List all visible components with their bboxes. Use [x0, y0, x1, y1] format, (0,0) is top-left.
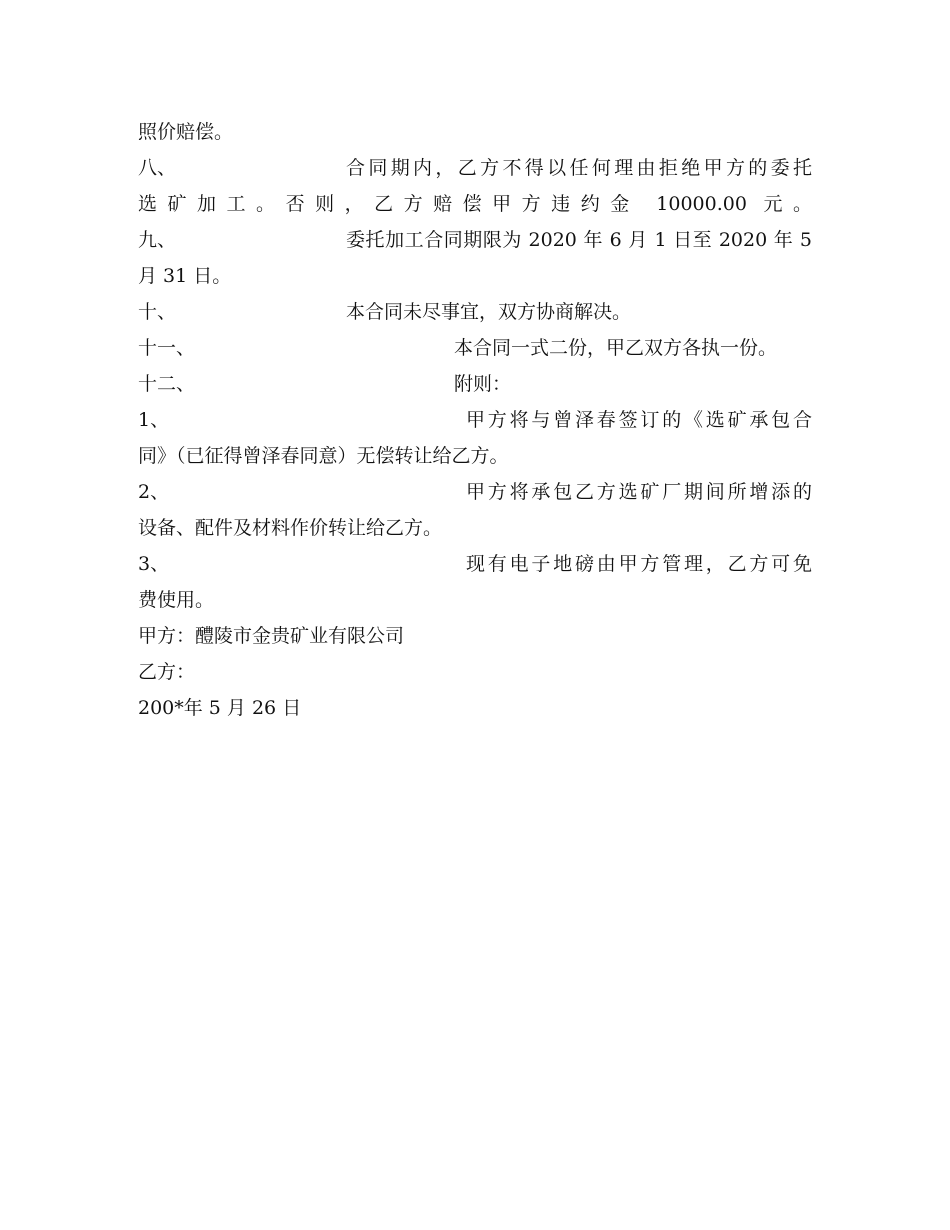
clause-12-text: 附则： — [454, 373, 512, 395]
sub-clause-3-text: 现有电子地磅由甲方管理，乙方可免 — [466, 553, 812, 575]
sub-clause-3-line-1 — [138, 546, 812, 582]
sub-clause-1-text-continued: 同》（已征得曾泽春同意）无偿转让给乙方。 — [138, 445, 509, 467]
clause-10-number: 十、 — [138, 301, 177, 323]
clause-11-number: 十一、 — [138, 337, 196, 359]
clause-9-line-1 — [138, 222, 812, 258]
clause-9-text-continued: 月 31 日。 — [138, 265, 232, 287]
sub-clause-2-line-1 — [138, 474, 812, 510]
sub-clause-2-text: 甲方将承包乙方选矿厂期间所增添的 — [466, 481, 812, 503]
clause-12-line — [138, 366, 812, 402]
clause-8-text: 合同期内，乙方不得以任何理由拒绝甲方的委托 — [346, 157, 812, 179]
sub-clause-3-text-continued: 费使用。 — [138, 589, 215, 611]
party-b: 乙方： — [138, 661, 196, 683]
clause-8-line-1 — [138, 150, 812, 186]
date-line — [138, 690, 812, 726]
party-b-line — [138, 654, 812, 690]
clause-8-line-2 — [138, 186, 812, 222]
clause-10-text: 本合同未尽事宜，双方协商解决。 — [346, 301, 632, 323]
sub-clause-3-line-2 — [138, 582, 812, 618]
clause-9-line-2 — [138, 258, 812, 294]
clause-9-number: 九、 — [138, 229, 177, 251]
sub-clause-1-text: 甲方将与曾泽春签订的《选矿承包合 — [466, 409, 812, 431]
previous-item-tail: 照价赔偿。 — [138, 121, 234, 143]
clause-11-line — [138, 330, 812, 366]
sub-clause-3-number: 3、 — [138, 553, 170, 575]
sub-clause-1-line-2 — [138, 438, 812, 474]
document-page — [138, 114, 812, 726]
sub-clause-2-line-2 — [138, 510, 812, 546]
clause-8-text-continued: 选矿加工。否则，乙方赔偿甲方违约金 10000.00 元。 — [138, 193, 812, 215]
sub-clause-1-line-1 — [138, 402, 812, 438]
clause-10-line — [138, 294, 812, 330]
clause-8-number: 八、 — [138, 157, 177, 179]
signing-date: 200*年 5 月 26 日 — [138, 697, 302, 719]
sub-clause-2-text-continued: 设备、配件及材料作价转让给乙方。 — [138, 517, 443, 539]
party-a-line — [138, 618, 812, 654]
sub-clause-1-number: 1、 — [138, 409, 170, 431]
paragraph-line — [138, 114, 812, 150]
clause-9-text: 委托加工合同期限为 2020 年 6 月 1 日至 2020 年 5 — [346, 229, 812, 251]
clause-12-number: 十二、 — [138, 373, 196, 395]
party-a: 甲方：醴陵市金贵矿业有限公司 — [138, 625, 405, 647]
sub-clause-2-number: 2、 — [138, 481, 170, 503]
clause-11-text: 本合同一式二份，甲乙双方各执一份。 — [454, 337, 778, 359]
